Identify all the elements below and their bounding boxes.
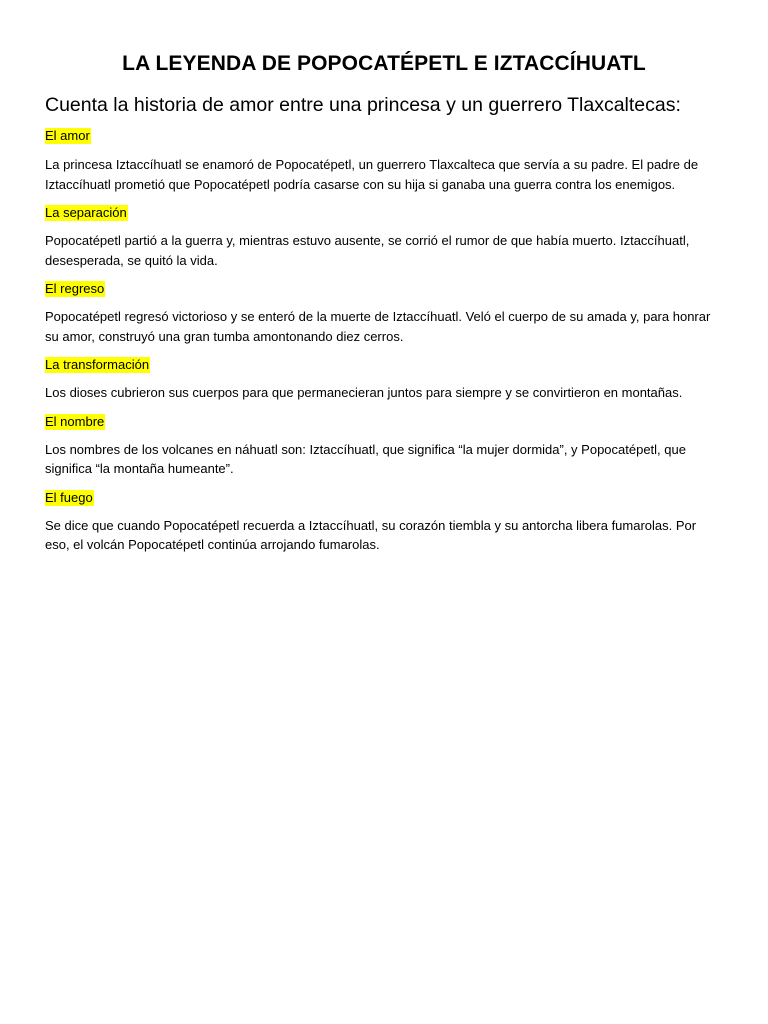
section-heading-transformacion: La transformación — [45, 357, 150, 372]
section-text-amor: La princesa Iztaccíhuatl se enamoró de Popocatépetl, un guerrero Tlaxcalteca que servía a su padre. El padre de Iztaccíhuatl prometió que Popocatépetl podría casarse con su hija si ganaba una guerra contra los enemigos. — [45, 157, 699, 192]
section-regreso — [45, 270, 723, 346]
section-text-separacion: Popocatépetl partió a la guerra y, mientras estuvo ausente, se corrió el rumor de que había muerto. Iztaccíhuatl, desesperada, se quitó la vida. — [45, 233, 690, 268]
section-heading-regreso: El regreso — [45, 281, 105, 296]
section-transformacion — [45, 346, 723, 403]
document-title: LA LEYENDA DE POPOCATÉPETL E IZTACCÍHUATL — [122, 52, 646, 75]
section-text-transformacion: Los dioses cubrieron sus cuerpos para que permanecieran juntos para siempre y se convirtieron en montañas. — [45, 385, 683, 400]
section-heading-wrap — [45, 194, 723, 221]
section-text-fuego: Se dice que cuando Popocatépetl recuerda a Iztaccíhuatl, su corazón tiembla y su antorcha libera fumarolas. Por eso, el volcán Popocatépetl continúa arrojando fumarolas. — [45, 517, 697, 552]
section-heading-wrap — [45, 270, 723, 297]
document-subtitle: Cuenta la historia de amor entre una princesa y un guerrero Tlaxcaltecas: — [45, 94, 681, 116]
section-heading-fuego: El fuego — [45, 489, 93, 505]
section-nombre — [45, 403, 723, 479]
section-heading-wrap — [45, 118, 723, 145]
section-fuego — [45, 479, 723, 555]
section-separacion — [45, 194, 723, 270]
section-heading-wrap — [45, 403, 723, 430]
section-text-regreso: Popocatépetl regresó victorioso y se enteró de la muerte de Iztaccíhuatl. Veló el cuerpo de su amada y, para honrar su amor, construyó una gran tumba amontonando diez cerros. — [45, 309, 711, 344]
section-heading-wrap — [45, 479, 723, 506]
section-amor — [45, 118, 723, 194]
section-heading-amor: El amor — [45, 128, 90, 143]
section-heading-nombre: El nombre — [45, 413, 105, 429]
section-heading-separacion: La separación — [45, 205, 127, 220]
section-text-nombre: Los nombres de los volcanes en náhuatl son: Iztaccíhuatl, que significa “la mujer dormida”, y Popocatépetl, que significa “la montaña humeante”. — [45, 441, 686, 476]
section-heading-wrap — [45, 346, 723, 373]
